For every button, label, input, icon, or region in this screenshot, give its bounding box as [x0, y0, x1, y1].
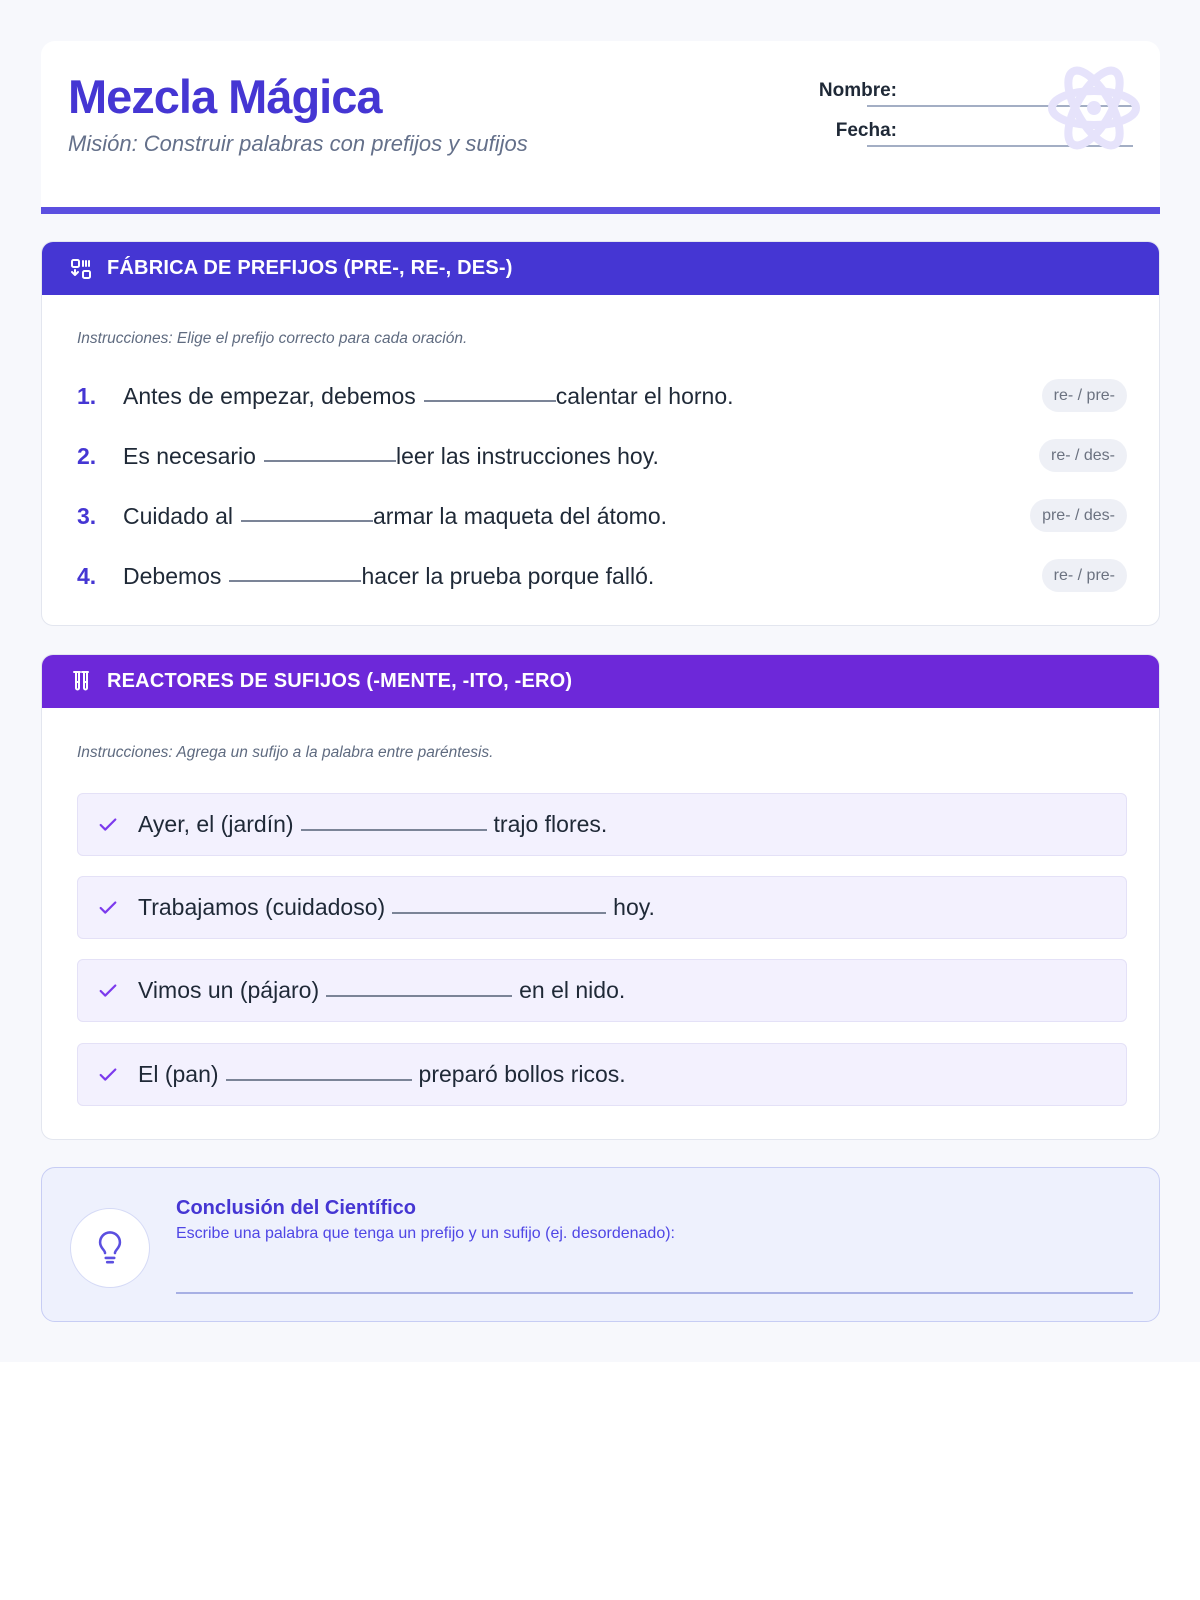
header-divider	[41, 207, 1160, 214]
prefix-question-2	[77, 436, 1127, 476]
question-number: 2.	[77, 442, 97, 469]
page-title: Mezcla Mágica	[68, 70, 382, 123]
worksheet-header	[41, 41, 1160, 211]
prefix-instructions: Instrucciones: Elige el prefijo correcto para cada oración.	[77, 330, 468, 347]
suffix-instructions: Instrucciones: Agrega un sufijo a la palabra entre paréntesis.	[77, 744, 494, 761]
prefix-hint-chip: re- / des-	[1039, 439, 1127, 472]
check-icon	[78, 897, 138, 919]
answer-blank[interactable]	[301, 829, 487, 831]
prefix-question-3	[77, 496, 1127, 536]
answer-blank[interactable]	[241, 520, 373, 522]
suffix-section-title: REACTORES DE SUFIJOS (-MENTE, -ITO, -ERO)	[107, 670, 573, 692]
question-text-after: armar la maqueta del átomo.	[372, 502, 668, 529]
test-tubes-icon	[69, 670, 93, 694]
suffix-section-header	[42, 655, 1159, 708]
suffix-text-after: preparó bollos ricos.	[418, 1061, 626, 1087]
question-text-after: leer las instrucciones hoy.	[395, 442, 659, 469]
prefix-question-4	[77, 556, 1127, 596]
question-text-before: Antes de empezar, debemos	[123, 382, 416, 409]
name-label: Nombre:	[818, 80, 897, 101]
prefix-section-header	[42, 242, 1159, 295]
conclusion-answer-line[interactable]	[176, 1292, 1133, 1294]
check-icon	[78, 1064, 138, 1086]
prefix-section-title: FÁBRICA DE PREFIJOS (PRE-, RE-, DES-)	[107, 257, 513, 279]
prefix-hint-chip: re- / pre-	[1042, 559, 1127, 592]
prefix-hint-chip: pre- / des-	[1030, 499, 1127, 532]
answer-blank[interactable]	[229, 580, 361, 582]
answer-blank[interactable]	[424, 400, 556, 402]
question-number: 3.	[77, 502, 97, 529]
question-number: 1.	[77, 382, 97, 409]
page-subtitle: Misión: Construir palabras con prefijos y sufijos	[68, 131, 528, 156]
answer-blank[interactable]	[392, 912, 606, 914]
prefix-hint-chip: re- / pre-	[1042, 379, 1127, 412]
suffix-item-2	[77, 876, 1127, 939]
suffix-item-3	[77, 959, 1127, 1022]
answer-blank[interactable]	[226, 1079, 412, 1081]
conclusion-title: Conclusión del Científico	[176, 1197, 417, 1219]
question-number: 4.	[77, 562, 97, 589]
prefix-section	[41, 241, 1160, 626]
question-text-after: hacer la prueba porque falló.	[361, 562, 655, 589]
suffix-text-before: Ayer, el (jardín)	[138, 811, 294, 837]
check-icon	[78, 814, 138, 836]
suffix-text-after: en el nido.	[519, 977, 626, 1003]
suffix-item-4	[77, 1043, 1127, 1106]
prefix-question-1	[77, 376, 1127, 416]
suffix-text-after: trajo flores.	[493, 811, 608, 837]
conclusion-box	[41, 1167, 1160, 1322]
question-text-before: Cuidado al	[123, 502, 233, 529]
suffix-text-before: El (pan)	[138, 1061, 219, 1087]
arrange-icon	[69, 257, 93, 281]
suffix-item-1	[77, 793, 1127, 856]
atom-icon	[1044, 58, 1144, 158]
answer-blank[interactable]	[264, 460, 396, 462]
suffix-text-before: Vimos un (pájaro)	[138, 977, 320, 1003]
question-text-before: Debemos	[123, 562, 222, 589]
suffix-text-before: Trabajamos (cuidadoso)	[138, 894, 386, 920]
conclusion-prompt: Escribe una palabra que tenga un prefijo y un sufijo (ej. desordenado):	[176, 1225, 675, 1242]
answer-blank[interactable]	[326, 995, 512, 997]
suffix-text-after: hoy.	[613, 894, 655, 920]
suffix-section	[41, 654, 1160, 1140]
check-icon	[78, 980, 138, 1002]
date-label: Fecha:	[835, 120, 897, 141]
question-text-after: calentar el horno.	[555, 382, 734, 409]
question-text-before: Es necesario	[123, 442, 256, 469]
lightbulb-icon	[70, 1208, 150, 1288]
